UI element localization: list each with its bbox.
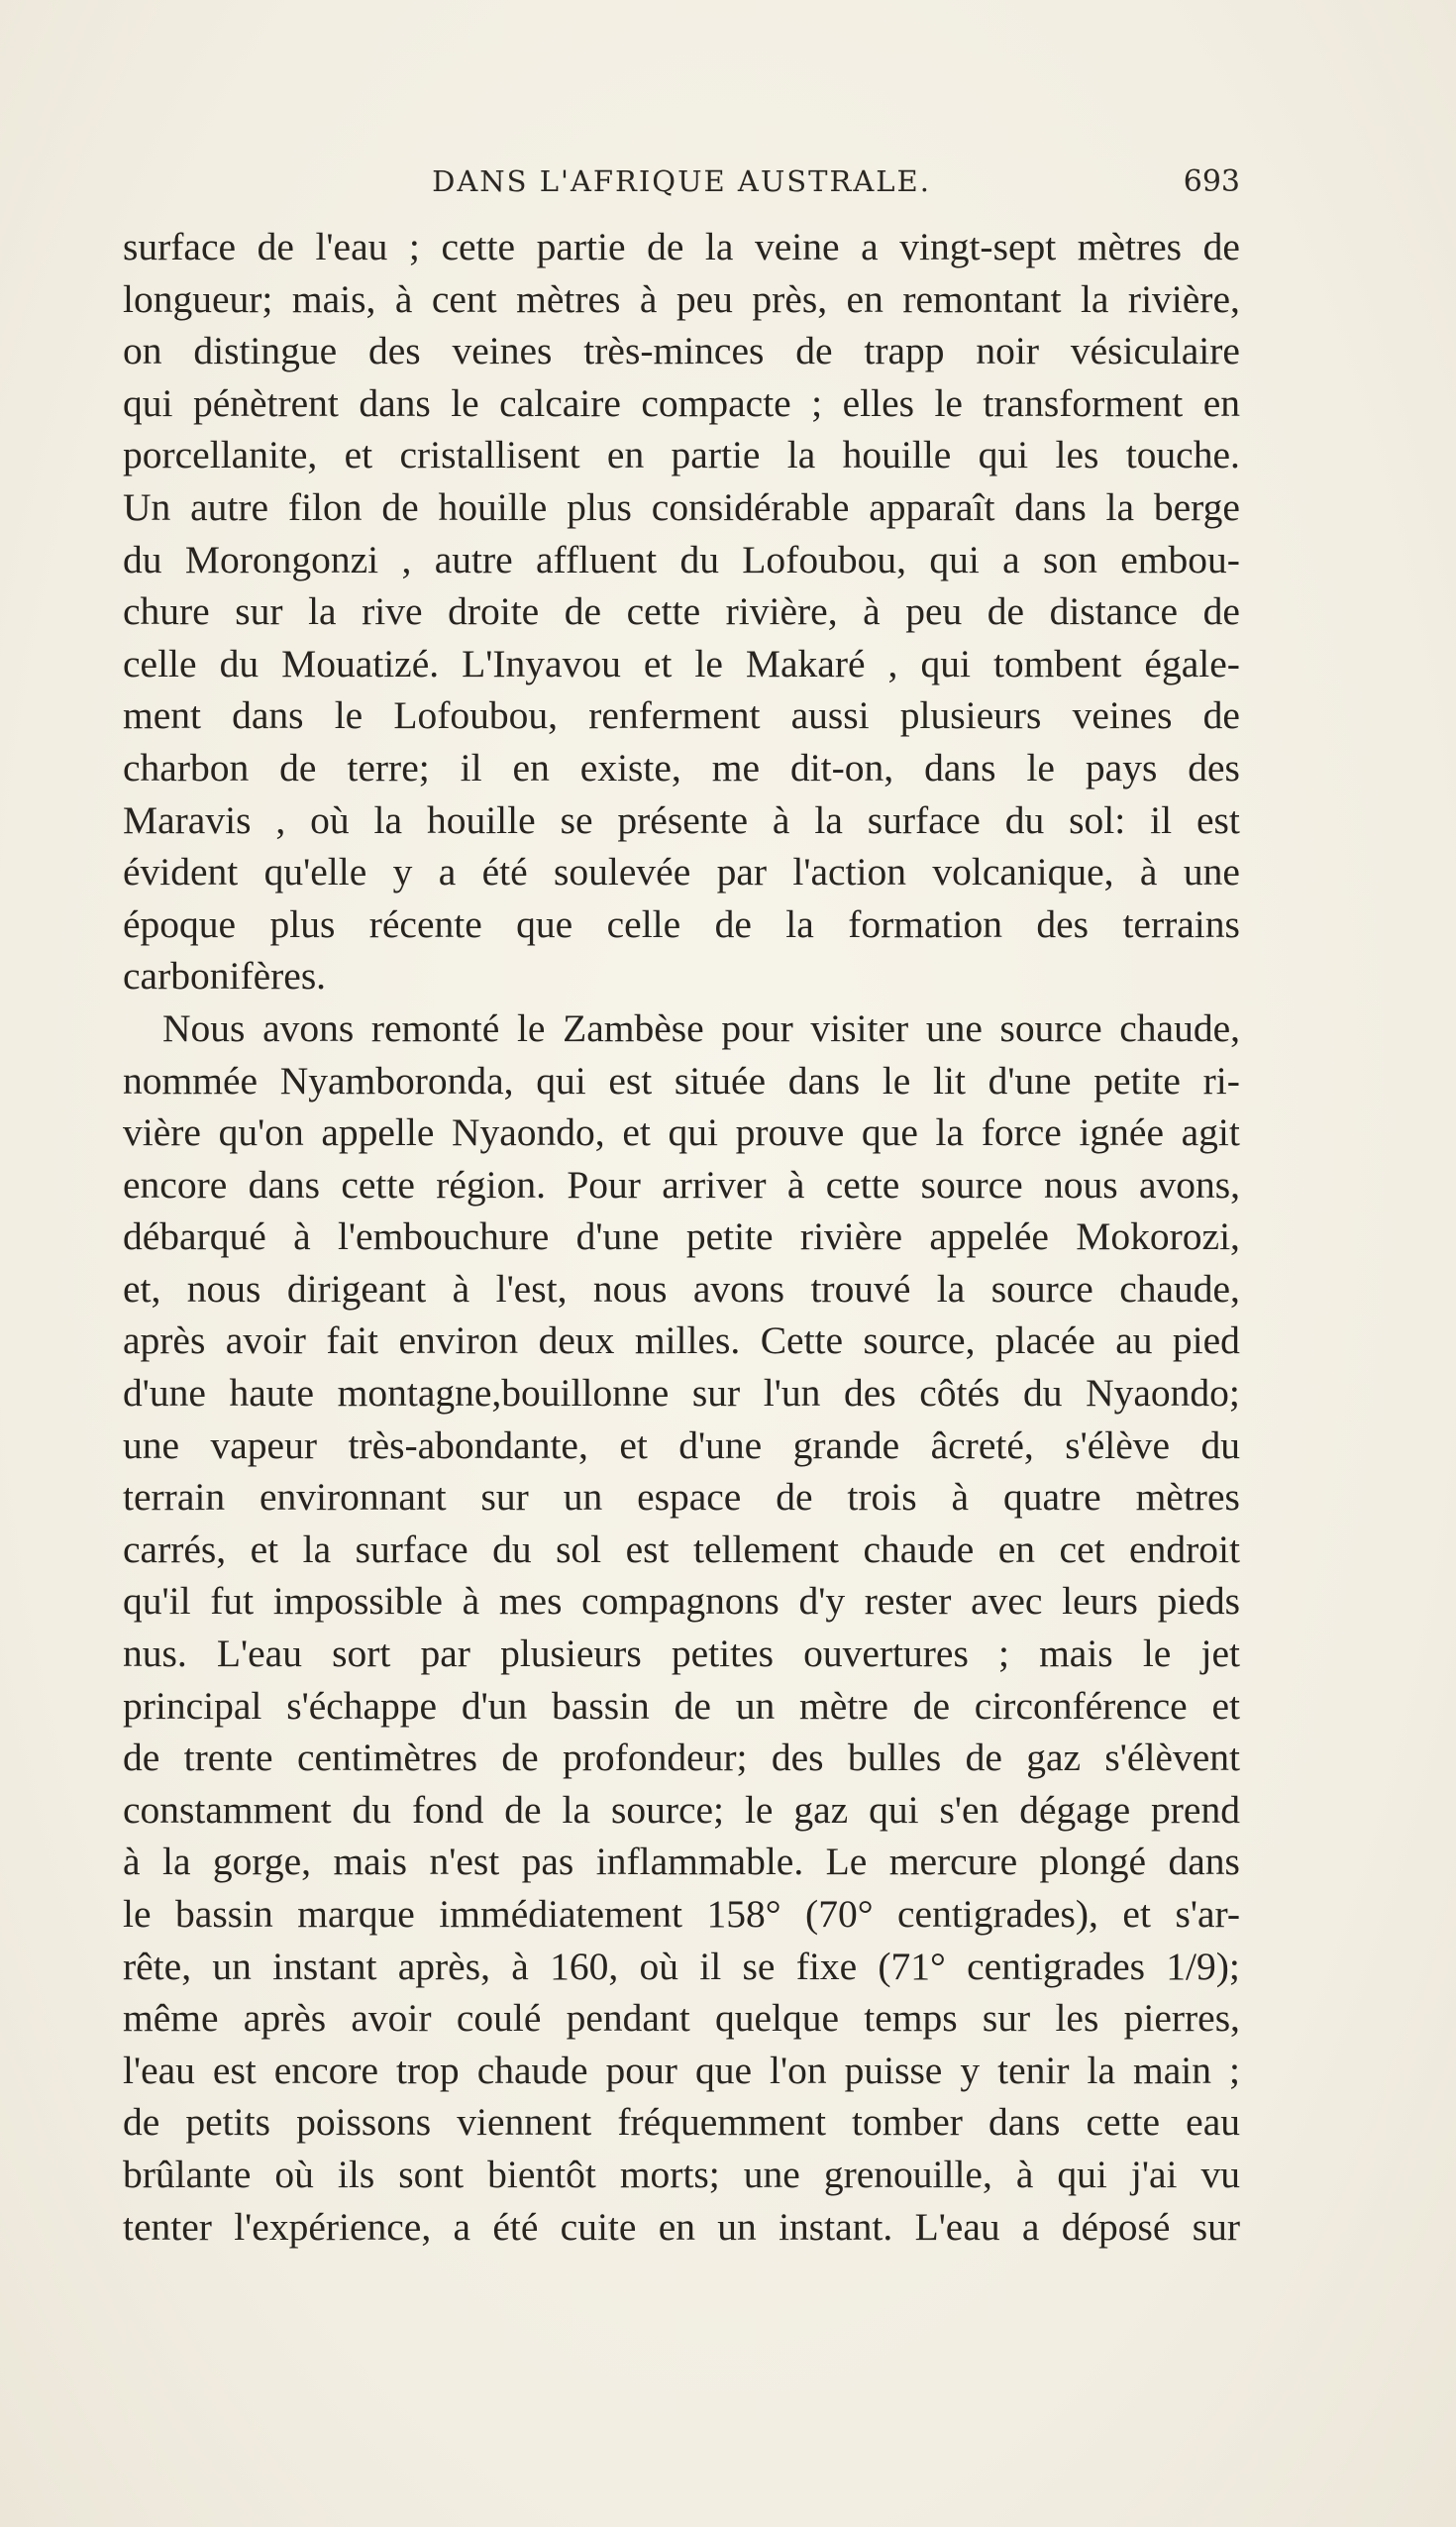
text-line: après avoir fait environ deux milles. Cette source, placée au pied (123, 1318, 1240, 1363)
paragraph (123, 221, 1240, 1002)
text-line: une vapeur très-abondante, et d'une grande âcreté, s'élève du (123, 1422, 1240, 1467)
text-line: du Morongonzi , autre affluent du Lofoubou, qui a son embou- (123, 537, 1240, 581)
text-line: terrain environnant sur un espace de trois à quatre mètres (123, 1475, 1240, 1520)
text-line: débarqué à l'embouchure d'une petite rivière appelée Mokorozi, (123, 1214, 1240, 1259)
text-line: l'eau est encore trop chaude pour que l'on puisse y tenir la main ; (123, 2048, 1240, 2092)
text-line: on distingue des veines très-minces de trapp noir vésiculaire (123, 329, 1240, 373)
text-line: et, nous dirigeant à l'est, nous avons trouvé la source chaude, (123, 1266, 1240, 1311)
text-line: même après avoir coulé pendant quelque temps sur les pierres, (123, 1996, 1240, 2041)
text-line: de petits poissons viennent fréquemment tomber dans cette eau (123, 2100, 1240, 2145)
text-line: Nous avons remonté le Zambèse pour visiter une source chaude, (162, 1005, 1240, 1050)
text-line: tenter l'expérience, a été cuite en un instant. L'eau a déposé sur (123, 2204, 1240, 2249)
text-line: encore dans cette région. Pour arriver à cette source nous avons, (123, 1162, 1240, 1207)
text-line: longueur; mais, à cent mètres à peu près, en remontant la rivière, (123, 276, 1240, 321)
text-line: d'une haute montagne,bouillonne sur l'un des côtés du Nyaondo; (123, 1371, 1240, 1416)
text-line: constamment du fond de la source; le gaz qui s'en dégage prend (123, 1787, 1240, 1832)
text-line: rête, un instant après, à 160, où il se fixe (71° centigrades 1/9); (123, 1944, 1240, 1988)
body-text (123, 221, 1240, 2253)
text-line: charbon de terre; il en existe, me dit-on, dans le pays des (123, 745, 1240, 790)
text-line: porcellanite, et cristallisent en partie la houille qui les touche. (123, 433, 1240, 477)
text-line: de trente centimètres de profondeur; des bulles de gaz s'élèvent (123, 1736, 1240, 1780)
text-line: carbonifères. (123, 954, 327, 999)
text-line: vière qu'on appelle Nyaondo, et qui prouve que la force ignée agit (123, 1110, 1240, 1155)
paragraph (123, 1002, 1240, 2253)
text-line: surface de l'eau ; cette partie de la veine a vingt-sept mètres de (123, 225, 1240, 268)
text-line: brûlante où ils sont bientôt morts; une grenouille, à qui j'ai vu (123, 2152, 1240, 2196)
text-line: le bassin marque immédiatement 158° (70° centigrades), et s'ar- (123, 1892, 1240, 1936)
text-line: nommée Nyamboronda, qui est située dans le lit d'une petite ri- (123, 1058, 1240, 1103)
page-number: 693 (1183, 164, 1240, 199)
text-line: évident qu'elle y a été soulevée par l'action volcanique, à une (123, 850, 1240, 895)
text-line: qui pénètrent dans le calcaire compacte ; elles le transforment en (123, 380, 1240, 425)
running-head (123, 164, 1240, 204)
text-line: ment dans le Lofoubou, renferment aussi plusieurs veines de (123, 693, 1240, 738)
text-line: principal s'échappe d'un bassin de un mètre de circonférence et (123, 1683, 1240, 1728)
running-head-title: DANS L'AFRIQUE AUSTRALE. (432, 164, 931, 198)
text-line: à la gorge, mais n'est pas inflammable. Le mercure plongé dans (123, 1840, 1240, 1884)
text-line: qu'il fut impossible à mes compagnons d'y rester avec leurs pieds (123, 1579, 1240, 1624)
text-line: époque plus récente que celle de la formation des terrains (123, 901, 1240, 946)
text-line: chure sur la rive droite de cette rivière, à peu de distance de (123, 589, 1240, 634)
text-line: celle du Mouatizé. L'Inyavou et le Makaré , qui tombent égale- (123, 641, 1240, 685)
text-line: Un autre filon de houille plus considérable apparaît dans la berge (123, 484, 1240, 529)
text-line: carrés, et la surface du sol est tellement chaude en cet endroit (123, 1527, 1240, 1571)
text-line: Maravis , où la houille se présente à la surface du sol: il est (123, 797, 1240, 842)
text-line: nus. L'eau sort par plusieurs petites ouvertures ; mais le jet (123, 1632, 1240, 1676)
